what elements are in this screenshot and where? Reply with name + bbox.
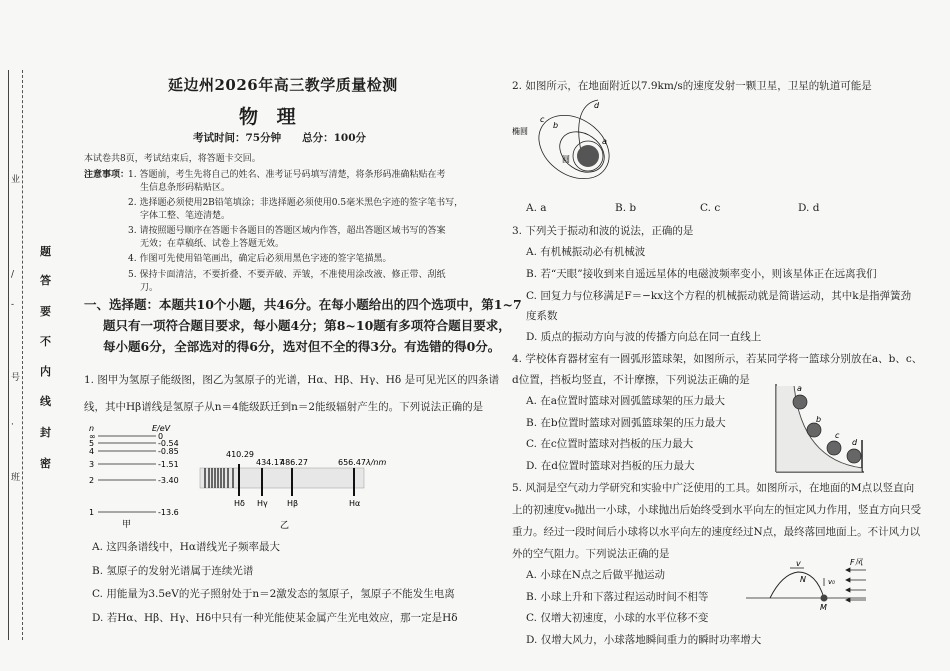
q5-option-a: A. 小球在N点之后做平抛运动 [526, 569, 665, 581]
binding-char: 密 [40, 457, 51, 470]
q4-option-c: C. 在c位置时篮球对挡板的压力最大 [526, 438, 694, 450]
q2-option-b: B. b [615, 202, 637, 214]
binding-border [8, 70, 9, 640]
svg-text:N: N [800, 575, 806, 584]
q3-stem: 3. 下列关于振动和波的说法，正确的是 [512, 225, 694, 237]
margin-mark: 业 [11, 175, 21, 185]
ball-c [827, 441, 841, 455]
wavelength-halpha: 656.47 [338, 458, 366, 467]
svg-text:5: 5 [89, 439, 95, 448]
q1-option-b: B. 氢原子的发射光谱属于连续光谱 [92, 565, 254, 577]
binding-char: 要 [40, 305, 51, 318]
svg-text:-1.51: -1.51 [158, 460, 179, 469]
q2-option-a: A. a [526, 202, 547, 214]
binding-char: 封 [40, 426, 51, 439]
trajectory [770, 572, 824, 598]
section-heading-line-2: 题只有一项符合题目要求，每小题4分；第8~10题有多项符合题目要求， [103, 318, 511, 333]
hydrogen-spectrum [196, 444, 392, 530]
ball-d [847, 449, 861, 463]
margin-mark: - [11, 300, 15, 310]
q4-option-b: B. 在b位置时篮球对圆弧篮球架的压力最大 [526, 417, 726, 429]
wavelength-hgamma: 434.17 [256, 458, 284, 467]
section-heading-line-3: 每小题6分，全部选对的得6分，选对但不全的得3分。有选错的得0分。 [103, 339, 501, 354]
q4-option-d: D. 在d位置时篮球对挡板的压力最大 [526, 460, 695, 472]
circle-label: 圆 [562, 155, 570, 164]
satellite-orbit-diagram [512, 92, 616, 192]
svg-text:-3.40: -3.40 [158, 476, 179, 485]
ball-a [793, 395, 807, 409]
q4-stem-cont: d位置，挡板均竖直，不计摩擦，下列说法正确的是 [512, 374, 750, 386]
energy-level-4 [89, 447, 179, 456]
svg-text:v: v [796, 559, 801, 568]
earth [577, 145, 599, 167]
svg-text:b: b [816, 415, 822, 424]
svg-text:d: d [852, 438, 858, 447]
binding-dashed-line [22, 70, 23, 640]
label-hgamma: Hγ [257, 499, 268, 508]
figure-caption-yi: 乙 [280, 521, 290, 530]
q2-stem: 2. 如图所示，在地面附近以7.9km/s的速度发射一颗卫星，卫星的轨道可能是 [512, 80, 872, 92]
notice-item-5: 5. 保持卡面清洁，不要折叠、不要弄破、弄皱，不准使用涂改液、修正带、刮纸 [128, 270, 446, 280]
q3-option-b: B. 若“天眼”接收到来自遥远星体的电磁波频率变小，则该星体正在远离我们 [526, 268, 877, 280]
svg-text:-0.54: -0.54 [158, 439, 179, 448]
q2-option-d: D. d [798, 202, 820, 214]
exam-title: 延边州2026年高三教学质量检测 [168, 76, 398, 94]
svg-text:a: a [797, 384, 802, 393]
svg-text:-13.6: -13.6 [158, 508, 179, 517]
svg-text:b: b [553, 121, 559, 130]
binding-char: 题 [40, 245, 51, 258]
svg-text:0: 0 [158, 432, 164, 441]
notice-item-1: 1. 答题前，考生先将自己的姓名、准考证号码填写清楚，将条形码准确粘贴在考 [128, 170, 446, 180]
notice-item-3: 3. 请按照题号顺序在答题卡各题目的答题区域内作答，超出答题区域书写的答案 [128, 226, 446, 236]
svg-text:a: a [602, 137, 607, 146]
q5-stem-cont-2: 重力。经过一段时间后小球将以水平向左的速度经过N点，最终落回地面上。不计风力以 [512, 526, 921, 538]
svg-text:1: 1 [89, 508, 95, 517]
ellipse-label: 椭圆 [512, 127, 528, 136]
figure-caption-jia: 甲 [122, 520, 132, 530]
notice-item-2-cont: 字体工整、笔迹清楚。 [140, 211, 231, 221]
q1-option-c: C. 用能量为3.5eV的光子照射处于n＝2激发态的氢原子，氢原子不能发生电离 [92, 588, 455, 600]
ball-b [807, 423, 821, 437]
energy-axis-label: E/eV [152, 424, 171, 433]
margin-mark: · [11, 420, 14, 430]
q5-stem-cont-3: 外的空气阻力。下列说法正确的是 [512, 548, 670, 560]
q4-stem: 4. 学校体育器材室有一圆弧形篮球架，如图所示，若某同学将一篮球分别放在a、b、c、 [512, 353, 923, 365]
svg-text:∞: ∞ [89, 432, 96, 441]
q5-option-d: D. 仅增大风力，小球落地瞬间重力的瞬时功率增大 [526, 634, 762, 646]
q1-stem-cont: 线，其中Hβ谱线是氢原子从n＝4能级跃迁到n＝2能级辐射产生的。下列说法正确的是 [84, 401, 484, 413]
binding-char: 内 [40, 365, 51, 378]
margin-mark: / [11, 270, 15, 280]
q5-stem-cont-1: 上的初速度v₀抛出一小球，小球抛出后始终受到水平向左的恒定风力作用，竖直方向只受 [512, 504, 922, 516]
notice-item-5-cont: 刀。 [140, 283, 159, 293]
q5-stem: 5. 风洞是空气动力学研究和实验中广泛使用的工具。如图所示，在地面的M点以竖直向 [512, 482, 915, 494]
q1-stem: 1. 图甲为氢原子能级图，图乙为氢原子的光谱，Hα、Hβ、Hγ、Hδ 是可见光区的四条谱 [84, 374, 500, 386]
q4-option-a: A. 在a位置时篮球对圆弧篮球架的压力最大 [526, 395, 726, 407]
svg-text:d: d [594, 101, 600, 110]
margin-mark: 号 [11, 373, 21, 383]
notice-item-2: 2. 选择题必须使用2B铅笔填涂；非选择题必须使用0.5毫米黑色字迹的签字笔书写， [128, 198, 464, 208]
intro-line: 本试卷共8页，考试结束后，将答题卡交回。 [84, 154, 261, 164]
energy-level-3 [89, 460, 179, 469]
wavelength-unit: λ/nm [366, 458, 387, 467]
notice-item-1-cont: 生信息条形码粘贴区。 [140, 183, 231, 193]
svg-text:-0.85: -0.85 [158, 447, 179, 456]
wavelength-hbeta: 486.27 [280, 458, 308, 467]
subject-title: 物 理 [239, 106, 302, 128]
energy-level-2 [89, 476, 179, 485]
notice-label: 注意事项： [84, 170, 130, 180]
label-halpha: Hα [349, 499, 361, 508]
n-axis-label: n [89, 424, 95, 433]
wind-arrows [846, 568, 866, 602]
notice-item-4: 4. 作图可先使用铅笔画出，确定后必须用黑色字迹的签字笔描黑。 [128, 254, 392, 264]
q3-option-d: D. 质点的振动方向与波的传播方向总在同一直线上 [526, 331, 762, 343]
label-hbeta: Hβ [287, 499, 299, 508]
q3-option-a: A. 有机械振动必有机械波 [526, 246, 646, 258]
q5-option-c: C. 仅增大初速度，小球的水平位移不变 [526, 612, 709, 624]
svg-text:3: 3 [89, 460, 95, 469]
svg-text:c: c [540, 115, 545, 124]
binding-char: 线 [40, 395, 51, 408]
notice-item-3-cont: 无效；在草稿纸、试卷上答题无效。 [140, 239, 285, 249]
energy-level-1 [89, 508, 179, 517]
binding-char: 不 [40, 335, 51, 348]
q1-option-a: A. 这四条谱线中，Hα谱线光子频率最大 [92, 541, 281, 553]
q3-option-c-cont: 度系数 [526, 310, 558, 322]
svg-text:M: M [820, 603, 827, 612]
spectrum-band [200, 468, 364, 488]
energy-level-diagram [84, 420, 192, 530]
label-hdelta: Hδ [234, 499, 245, 508]
wavelength-hdelta: 410.29 [226, 450, 254, 459]
margin-mark: 班 [11, 473, 21, 483]
ball-m [821, 595, 828, 602]
svg-text:c: c [835, 431, 840, 440]
svg-text:4: 4 [89, 447, 95, 456]
svg-text:2: 2 [89, 476, 95, 485]
q5-option-b: B. 小球上升和下落过程运动时间不相等 [526, 591, 709, 603]
svg-text:v₀: v₀ [828, 578, 835, 586]
q1-option-d: D. 若Hα、Hβ、Hγ、Hδ中只有一种光能使某金属产生光电效应，那一定是Hδ [92, 612, 458, 624]
wind-force-label: F风 [850, 558, 863, 567]
q3-option-c: C. 回复力与位移满足F＝−kx这个方程的机械振动就是简谐运动，其中k是指弹簧劲 [526, 290, 912, 302]
wind-tunnel-diagram [742, 556, 870, 612]
binding-char: 答 [40, 274, 51, 287]
basketball-rack-diagram [772, 382, 866, 474]
energy-level-inf [89, 432, 163, 441]
section-heading-line-1: 一、选择题：本题共10个小题，共46分。在每小题给出的四个选项中，第1~7 [84, 297, 522, 312]
exam-info: 考试时间：75分钟 总分：100分 [193, 132, 367, 144]
q2-option-c: C. c [700, 202, 721, 214]
